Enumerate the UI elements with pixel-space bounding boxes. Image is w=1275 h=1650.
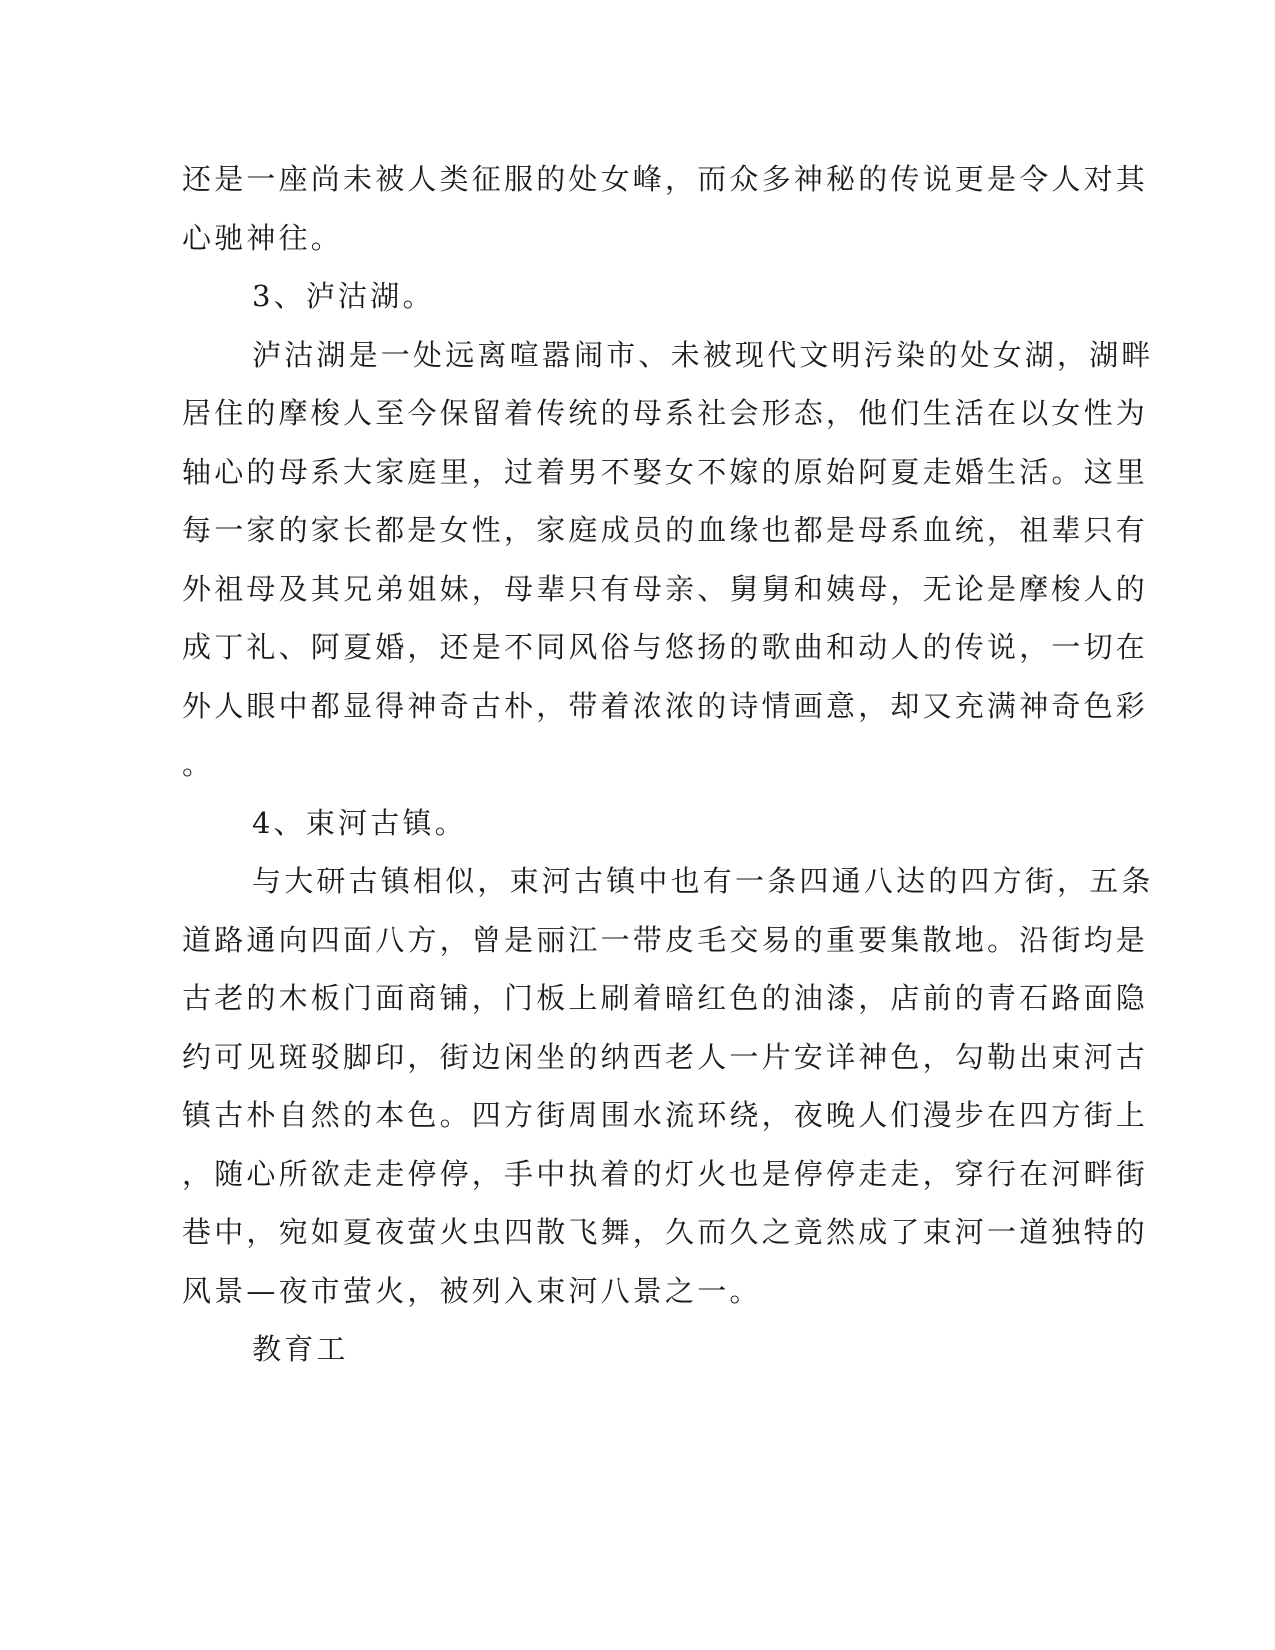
text-line: 每一家的家长都是女性，家庭成员的血缘也都是母系血统，祖辈只有 bbox=[182, 513, 1149, 547]
text-line: 道路通向四面八方，曾是丽江一带皮毛交易的重要集散地。沿街均是 bbox=[182, 922, 1149, 957]
text-line: 泸沽湖是一处远离喧嚣闹市、未被现代文明污染的处女湖，湖畔 bbox=[252, 337, 1154, 372]
body-text bbox=[182, 150, 1154, 1379]
text-line: 居住的摩梭人至今保留着传统的母系社会形态，他们生活在以女性为 bbox=[182, 396, 1149, 430]
text-line: ，随心所欲走走停停，手中执着的灯火也是停停走走，穿行在河畔街 bbox=[182, 1156, 1149, 1191]
text-line: 还是一座尚未被人类征服的处女峰，而众多神秘的传说更是令人对其 bbox=[182, 162, 1149, 196]
text-line: 巷中，宛如夏夜萤火虫四散飞舞，久而久之竟然成了束河一道独特的 bbox=[182, 1215, 1149, 1249]
text-line: 。 bbox=[182, 747, 215, 781]
text-line: 古老的木板门面商铺，门板上刷着暗红色的油漆，店前的青石路面隐 bbox=[182, 981, 1149, 1015]
text-line: 约可见斑驳脚印，街边闲坐的纳西老人一片安详神色，勾勒出束河古 bbox=[182, 1039, 1149, 1074]
text-line: 镇古朴自然的本色。四方街周围水流环绕，夜晚人们漫步在四方街上 bbox=[182, 1098, 1149, 1132]
text-line: 轴心的母系大家庭里，过着男不娶女不嫁的原始阿夏走婚生活。这里 bbox=[182, 454, 1149, 489]
text-line: 教育工 bbox=[252, 1332, 349, 1366]
text-line: 与大研古镇相似，束河古镇中也有一条四通八达的四方街，五条 bbox=[252, 864, 1154, 898]
text-line: 成丁礼、阿夏婚，还是不同风俗与悠扬的歌曲和动人的传说，一切在 bbox=[182, 630, 1149, 664]
text-line: 心驰神往。 bbox=[182, 220, 344, 255]
text-line: 外祖母及其兄弟姐妹，母辈只有母亲、舅舅和姨母，无论是摩梭人的 bbox=[182, 571, 1149, 606]
text-line: 外人眼中都显得神奇古朴，带着浓浓的诗情画意，却又充满神奇色彩 bbox=[182, 688, 1149, 723]
text-line: 风景—夜市萤火，被列入束河八景之一。 bbox=[182, 1273, 762, 1308]
text-line: 4、束河古镇。 bbox=[252, 805, 467, 840]
text-line: 3、泸沽湖。 bbox=[252, 279, 435, 313]
